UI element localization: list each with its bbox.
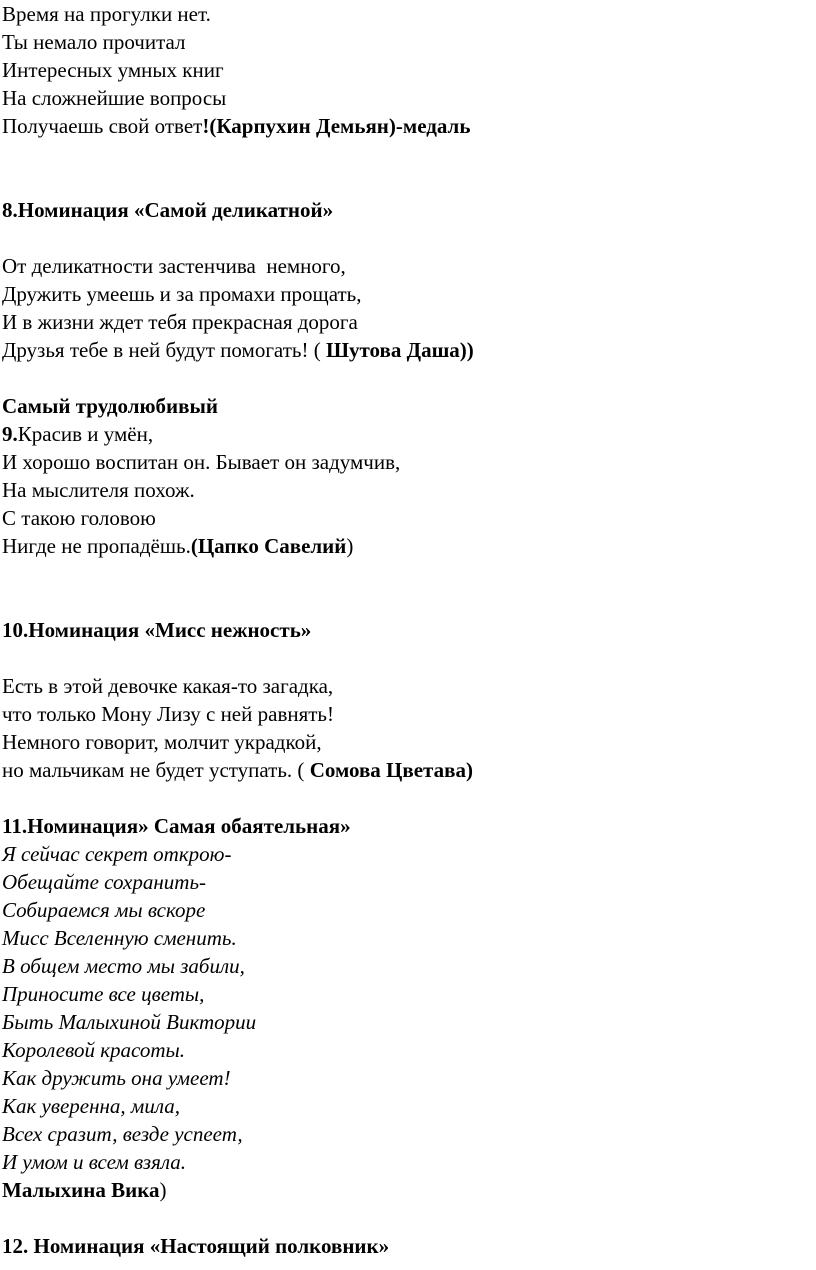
nomination-heading-text: 12. Номинация «Настоящий полковник» [2,1234,390,1258]
blank-line [2,140,816,168]
verse-text: Я сейчас секрет открою- [2,842,232,866]
award-name: Шутова Даша)) [325,338,474,362]
award-name: (Цапко Савелий [190,534,347,558]
verse-line [2,952,816,980]
verse-line: Ты немало прочитал [2,30,186,54]
nomination-number: 9. [2,422,18,446]
verse-line [2,840,816,868]
verse-line [2,1008,816,1036]
verse-text: Получаешь свой ответ [2,114,203,138]
verse-line [2,980,816,1008]
verse-line [2,336,816,364]
verse-text: Как уверенна, мила, [2,1094,180,1118]
award-name: !(Карпухин Демьян)-медаль [202,114,471,138]
verse-line: Время на прогулки нет. [2,2,211,26]
verse-line [2,868,816,896]
verse-text: В общем место мы забили, [2,954,245,978]
verse-line [2,896,816,924]
verse-text: Красив и умён, [17,422,154,446]
verse-line [2,1092,816,1120]
verse-text: Нигде не пропадёшь. [2,534,191,558]
blank-line [2,588,816,616]
verse-line [2,420,816,448]
verse-text: Мисс Вселенную сменить. [2,926,237,950]
award-name: Сомова Цветава) [309,758,473,782]
nomination-heading-text: 8.Номинация «Самой деликатной» [2,198,334,222]
blank-line [2,1204,816,1232]
verse-text: ) [346,534,354,558]
verse-line: На сложнейшие вопросы [2,86,227,110]
verse-line: От деликатности застенчива немного, [2,254,346,278]
verse-line: И в жизни ждет тебя прекрасная дорога [2,310,358,334]
nomination-heading-text: 11.Номинация» Самая обаятельная» [2,814,351,838]
award-name: Малыхина Вика [2,1178,160,1202]
nomination-heading [2,1232,816,1260]
verse-line [2,532,816,560]
blank-line [2,560,816,588]
verse-line: Есть в этой девочке какая-то загадка, [2,674,334,698]
verse-line: И хорошо воспитан он. Бывает он задумчив, [2,450,401,474]
verse-line: Интересных умных книг [2,58,224,82]
verse-line: На мыслителя похож. [2,478,195,502]
verse-line: Немного говорит, молчит украдкой, [2,730,322,754]
verse-line [2,1036,816,1064]
verse-text: Приносите все цветы, [2,982,205,1006]
verse-text: Всех сразит, везде успеет, [2,1122,243,1146]
verse-text: Быть Малыхиной Виктории [2,1010,257,1034]
verse-line: что только Мону Лизу с ней равнять! [2,702,335,726]
verse-text: ) [159,1178,167,1202]
nomination-heading [2,812,816,840]
verse-text: И умом и всем взяла. [2,1150,187,1174]
nomination-heading [2,196,816,224]
verse-text: Друзья тебе в ней будут помогать! ( [2,338,326,362]
verse-text: Королевой красоты. [2,1038,185,1062]
verse-line [2,112,816,140]
verse-line [2,756,816,784]
blank-line [2,168,816,196]
nomination-heading-text: 10.Номинация «Мисс нежность» [2,618,312,642]
blank-line [2,364,816,392]
blank-line [2,224,816,252]
verse-line [2,924,816,952]
verse-line [2,1176,816,1204]
verse-text: Собираемся мы вскоре [2,898,206,922]
verse-line [2,1148,816,1176]
nomination-heading [2,392,816,420]
verse-line: Дружить умеешь и за промахи прощать, [2,282,362,306]
verse-text: но мальчикам не будет уступать. ( [2,758,310,782]
blank-line [2,784,816,812]
verse-text: Как дружить она умеет! [2,1066,231,1090]
verse-text: Обещайте сохранить- [2,870,206,894]
verse-line [2,1120,816,1148]
verse-line: С такою головою [2,506,156,530]
verse-line [2,1064,816,1092]
blank-line [2,644,816,672]
nomination-heading-text: Самый трудолюбивый [2,394,218,418]
nomination-heading [2,616,816,644]
